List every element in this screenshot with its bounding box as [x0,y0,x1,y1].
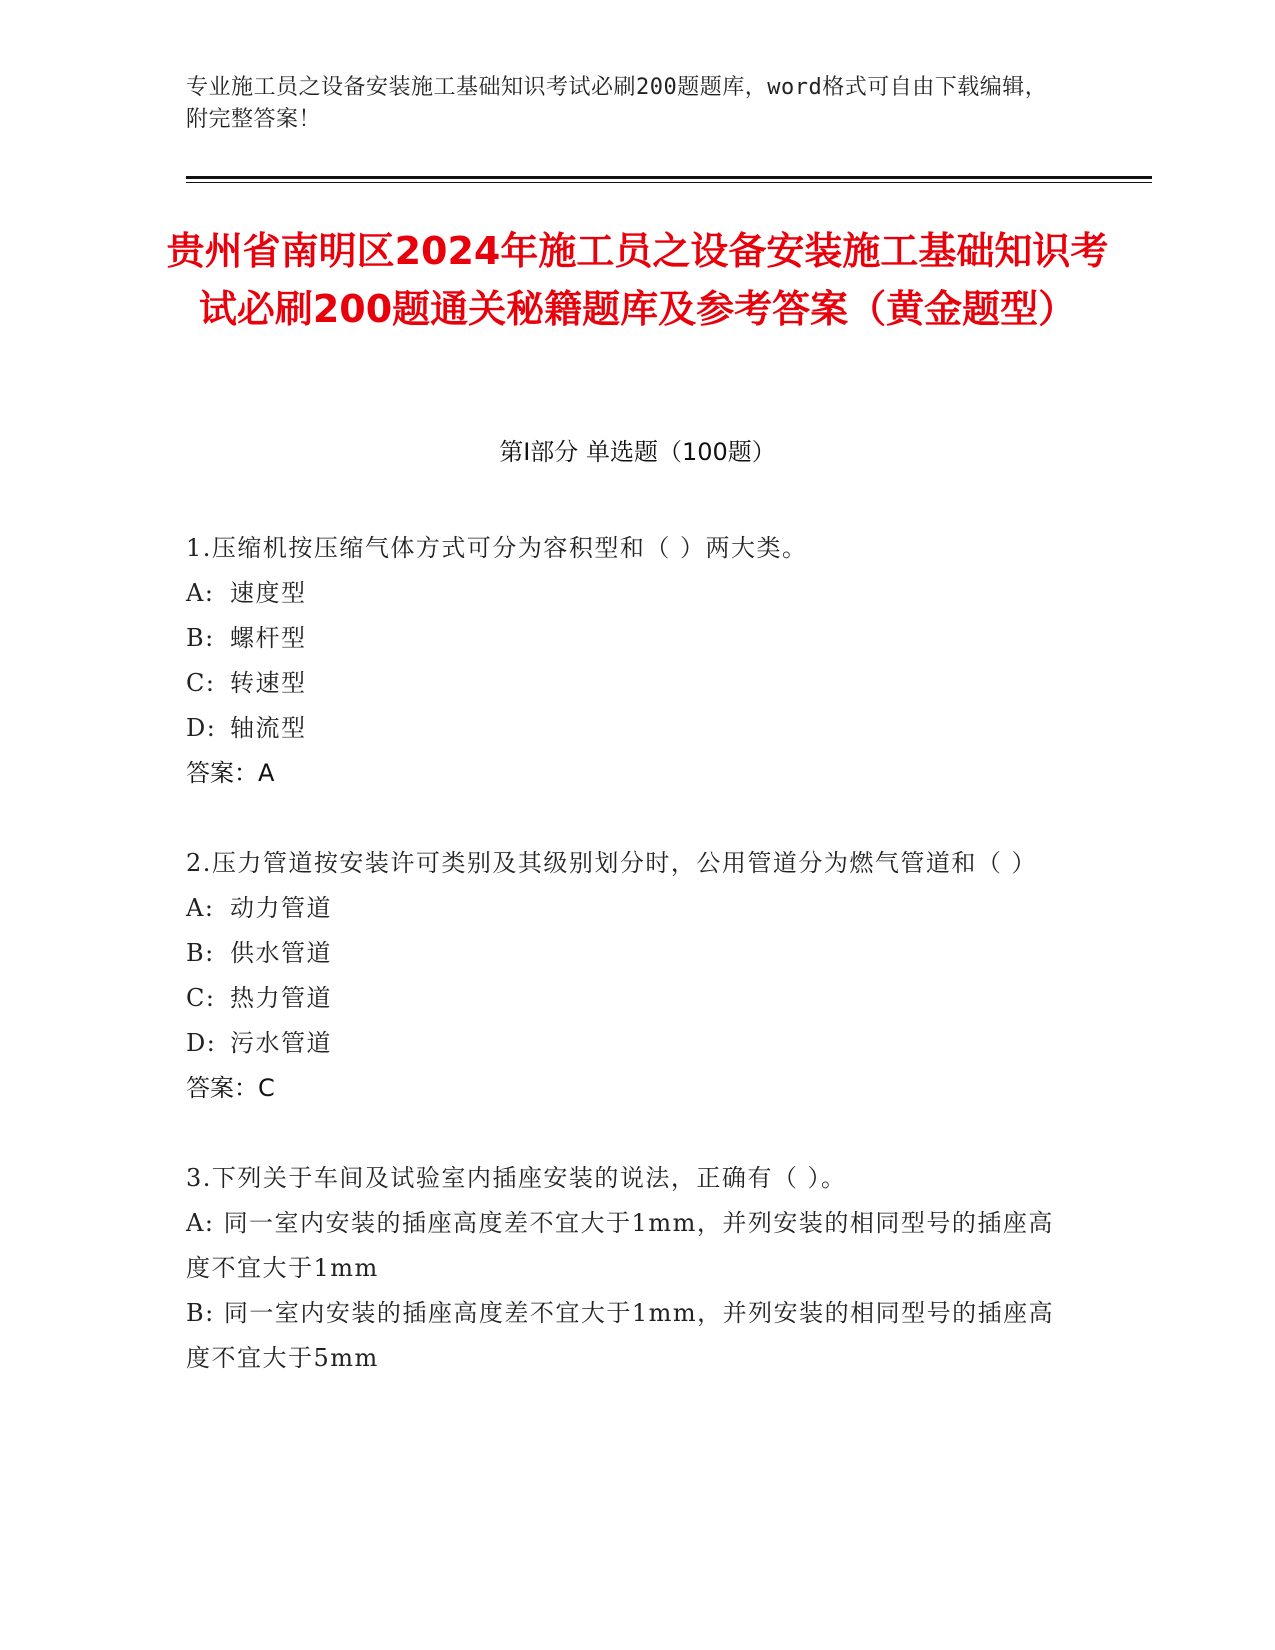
question-3 [186,1156,1066,1381]
option-text: 污水管道 [230,1029,332,1057]
answer: 答案：A [186,759,275,787]
option-text: 供水管道 [230,939,332,967]
option-text: 动力管道 [230,894,332,922]
question-spacer [186,796,1066,841]
option-key: B: [186,624,215,652]
option-text: 转速型 [230,669,307,697]
option-key: A: [186,894,215,922]
option-key: D: [186,714,217,742]
option-text: 热力管道 [230,984,332,1012]
option-b [186,616,1066,661]
question-stem: 1.压缩机按压缩气体方式可分为容积型和（ ）两大类。 [186,534,808,562]
option-b [186,931,1066,976]
header-rule-thin [186,182,1152,183]
option-text: 螺杆型 [230,624,307,652]
option-text: 速度型 [230,579,307,607]
option-b [186,1291,1066,1381]
question-1 [186,526,1066,796]
section-title: 第I部分 单选题（100题） [499,438,776,466]
option-a [186,1201,1066,1291]
answer: 答案：C [186,1074,275,1102]
question-spacer [186,1111,1066,1156]
option-c [186,976,1066,1021]
option-key: C: [186,669,216,697]
option-a [186,571,1066,616]
header-note: 专业施工员之设备安装施工基础知识考试必刷200题题库，word格式可自由下载编辑，附完整答案！ [186,75,1048,132]
option-text: 轴流型 [230,714,307,742]
option-c [186,661,1066,706]
document-title: 贵州省南明区2024年施工员之设备安装施工基础知识考试必刷200题通关秘籍题库及参考答案（黄金题型） [166,229,1109,331]
option-key: D: [186,1029,217,1057]
option-key: B: [186,939,215,967]
option-text: 同一室内安装的插座高度差不宜大于1mm，并列安装的相同型号的插座高度不宜大于5mm [186,1299,1055,1372]
question-2 [186,841,1066,1111]
header-rule-thick [186,176,1152,179]
option-text: 同一室内安装的插座高度差不宜大于1mm，并列安装的相同型号的插座高度不宜大于1mm [186,1209,1054,1282]
option-a [186,886,1066,931]
option-d [186,706,1066,751]
option-key: A: [186,1209,215,1237]
question-stem: 2.压力管道按安装许可类别及其级别划分时，公用管道分为燃气管道和（ ） [186,849,1038,877]
option-key: A: [186,579,215,607]
option-key: C: [186,984,216,1012]
option-d [186,1021,1066,1066]
option-key: B: [186,1299,215,1327]
question-list [186,526,1066,1381]
question-stem: 3.下列关于车间及试验室内插座安装的说法，正确有（ ）。 [186,1164,847,1192]
